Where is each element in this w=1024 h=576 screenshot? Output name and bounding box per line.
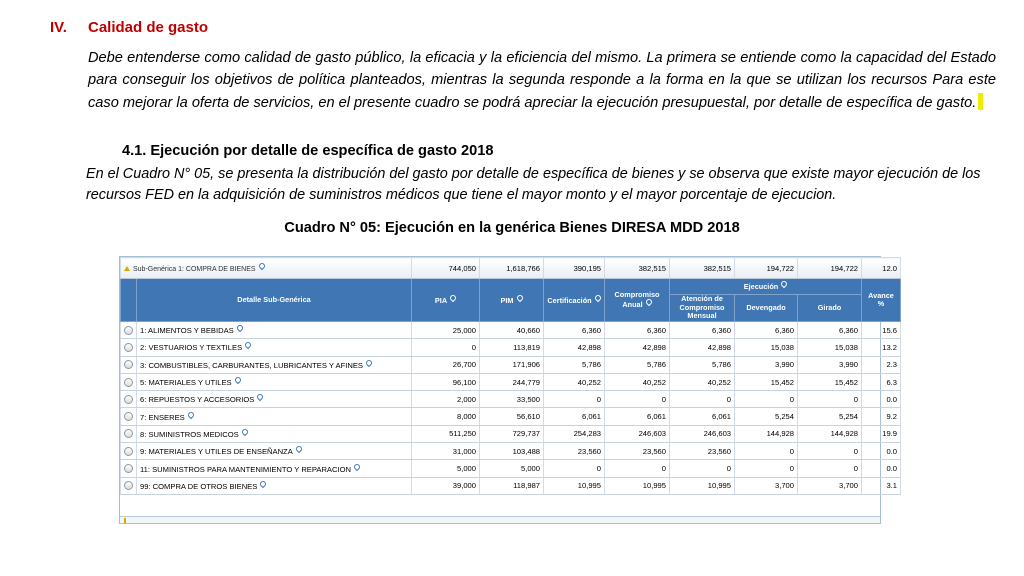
- row-cert: 254,283: [544, 425, 605, 442]
- row-pim: 171,906: [480, 356, 544, 373]
- header-certificacion-label: Certificación: [547, 295, 592, 305]
- header-ejecucion[interactable]: [670, 279, 862, 295]
- radio-button[interactable]: [124, 429, 133, 438]
- row-av: 15.6: [862, 322, 901, 339]
- header-compromiso[interactable]: [605, 279, 670, 322]
- row-comp: 0: [605, 391, 670, 408]
- pin-icon[interactable]: [259, 480, 267, 488]
- row-aten: 40,252: [670, 373, 735, 390]
- row-dev: 15,038: [735, 339, 798, 356]
- pin-icon[interactable]: [257, 262, 265, 270]
- row-label-cell[interactable]: [137, 322, 412, 339]
- row-radio-cell[interactable]: [121, 477, 137, 494]
- radio-button[interactable]: [124, 360, 133, 369]
- section-paragraph-text: Debe entenderse como calidad de gasto público, la eficacia y la eficiencia del mismo. La primera se entiende como la capacidad del Estado para conseguir los objetivos de política planteados, mientras la segunda responde a la forma en la que se utilizan los recursos Para este caso mejorar la oferta de servicios, en el presente cuadro se podrá apreciar la ejecución presupuestal, por detalle de específica de gasto.: [88, 50, 996, 111]
- table-row[interactable]: [121, 339, 901, 356]
- row-label-cell[interactable]: [137, 425, 412, 442]
- pin-icon[interactable]: [256, 393, 264, 401]
- row-pim: 33,500: [480, 391, 544, 408]
- row-av: 0.0: [862, 443, 901, 460]
- radio-button[interactable]: [124, 395, 133, 404]
- row-comp: 6,061: [605, 408, 670, 425]
- pin-icon[interactable]: [365, 358, 373, 366]
- header-devengado[interactable]: [735, 295, 798, 322]
- pin-icon[interactable]: [244, 341, 252, 349]
- section-paragraph: [88, 47, 996, 114]
- summary-atencion: 382,515: [670, 258, 735, 279]
- row-comp: 5,786: [605, 356, 670, 373]
- row-av: 19.9: [862, 425, 901, 442]
- row-gir: 0: [798, 391, 862, 408]
- radio-button[interactable]: [124, 378, 133, 387]
- row-pia: 31,000: [412, 443, 480, 460]
- row-radio-cell[interactable]: [121, 322, 137, 339]
- row-dev: 3,700: [735, 477, 798, 494]
- pin-icon[interactable]: [449, 294, 457, 302]
- row-comp: 0: [605, 460, 670, 477]
- subsection-paragraph: En el Cuadro N° 05, se presenta la distribución del gasto por detalle de específica de bienes y se observa que existe mayor ejecución de los recursos FED en la adquisición de suministros médicos que tiene el mayor monto y el mayor porcentaje de ejecucion.: [86, 166, 981, 203]
- pin-icon[interactable]: [187, 410, 195, 418]
- pin-icon[interactable]: [295, 445, 303, 453]
- collapse-caret-icon[interactable]: [124, 266, 130, 271]
- table-body: [121, 322, 901, 495]
- row-comp: 10,995: [605, 477, 670, 494]
- row-label: 2: VESTUARIOS Y TEXTILES: [140, 343, 243, 353]
- row-label: 3: COMBUSTIBLES, CARBURANTES, LUBRICANTES Y AFINES: [140, 360, 363, 370]
- row-dev: 6,360: [735, 322, 798, 339]
- header-girado[interactable]: [798, 295, 862, 322]
- row-pia: 5,000: [412, 460, 480, 477]
- resize-marker-icon: [124, 518, 126, 523]
- header-girado-label: Girado: [817, 302, 842, 312]
- row-gir: 0: [798, 443, 862, 460]
- radio-button[interactable]: [124, 343, 133, 352]
- row-aten: 0: [670, 391, 735, 408]
- header-pia-label: PIA: [434, 295, 448, 305]
- row-gir: 5,254: [798, 408, 862, 425]
- row-label-cell[interactable]: [137, 443, 412, 460]
- row-label: 1: ALIMENTOS Y BEBIDAS: [140, 326, 234, 336]
- summary-pim: 1,618,766: [480, 258, 544, 279]
- row-label: 8: SUMINISTROS MEDICOS: [140, 429, 239, 439]
- row-cert: 0: [544, 391, 605, 408]
- row-av: 9.2: [862, 408, 901, 425]
- pin-icon[interactable]: [593, 294, 601, 302]
- summary-label: Sub-Genérica 1: COMPRA DE BIENES: [133, 266, 256, 273]
- header-avance[interactable]: [862, 279, 901, 322]
- row-pim: 103,488: [480, 443, 544, 460]
- header-pim-label: PIM: [500, 295, 514, 305]
- row-gir: 6,360: [798, 322, 862, 339]
- table-bottom-bar: [120, 516, 880, 523]
- row-comp: 23,560: [605, 443, 670, 460]
- row-pim: 56,610: [480, 408, 544, 425]
- header-detalle[interactable]: [137, 279, 412, 322]
- radio-button[interactable]: [124, 326, 133, 335]
- row-cert: 0: [544, 460, 605, 477]
- header-row-1: [121, 279, 901, 295]
- table-row[interactable]: [121, 477, 901, 494]
- row-radio-cell[interactable]: [121, 339, 137, 356]
- header-pia[interactable]: [412, 279, 480, 322]
- radio-button[interactable]: [124, 412, 133, 421]
- row-pia: 96,100: [412, 373, 480, 390]
- header-certificacion[interactable]: [544, 279, 605, 322]
- row-radio-cell[interactable]: [121, 391, 137, 408]
- pin-icon[interactable]: [644, 298, 652, 306]
- row-dev: 0: [735, 460, 798, 477]
- pin-icon[interactable]: [780, 280, 788, 288]
- header-pim[interactable]: [480, 279, 544, 322]
- pin-icon[interactable]: [515, 294, 523, 302]
- row-pia: 511,250: [412, 425, 480, 442]
- row-dev: 144,928: [735, 425, 798, 442]
- row-av: 0.0: [862, 391, 901, 408]
- row-radio-cell[interactable]: [121, 408, 137, 425]
- row-label-cell[interactable]: [137, 408, 412, 425]
- row-radio-cell[interactable]: [121, 373, 137, 390]
- row-pia: 2,000: [412, 391, 480, 408]
- row-aten: 0: [670, 460, 735, 477]
- row-dev: 15,452: [735, 373, 798, 390]
- table-row[interactable]: [121, 460, 901, 477]
- budget-table: [120, 257, 901, 495]
- row-av: 3.1: [862, 477, 901, 494]
- summary-label-cell[interactable]: [121, 258, 412, 279]
- radio-button[interactable]: [124, 447, 133, 456]
- row-label: 5: MATERIALES Y UTILES: [140, 378, 232, 388]
- table-row[interactable]: [121, 408, 901, 425]
- row-comp: 40,252: [605, 373, 670, 390]
- row-radio-cell[interactable]: [121, 443, 137, 460]
- summary-compromiso: 382,515: [605, 258, 670, 279]
- row-av: 6.3: [862, 373, 901, 390]
- radio-button[interactable]: [124, 464, 133, 473]
- row-gir: 15,038: [798, 339, 862, 356]
- summary-devengado: 194,722: [735, 258, 798, 279]
- row-gir: 3,990: [798, 356, 862, 373]
- row-label: 7: ENSERES: [140, 412, 185, 422]
- row-pim: 40,660: [480, 322, 544, 339]
- summary-pia: 744,050: [412, 258, 480, 279]
- row-pim: 244,779: [480, 373, 544, 390]
- row-cert: 40,252: [544, 373, 605, 390]
- budget-table-screenshot: [119, 256, 898, 524]
- row-cert: 6,061: [544, 408, 605, 425]
- row-cert: 6,360: [544, 322, 605, 339]
- row-pia: 26,700: [412, 356, 480, 373]
- table-row[interactable]: [121, 443, 901, 460]
- table-row[interactable]: [121, 322, 901, 339]
- row-label: 99: COMPRA DE OTROS BIENES: [140, 481, 258, 491]
- row-pia: 25,000: [412, 322, 480, 339]
- row-radio-cell[interactable]: [121, 460, 137, 477]
- radio-button[interactable]: [124, 481, 133, 490]
- row-pia: 39,000: [412, 477, 480, 494]
- header-detalle-label: Detalle Sub-Genérica: [237, 294, 311, 304]
- row-gir: 15,452: [798, 373, 862, 390]
- row-label-cell[interactable]: [137, 477, 412, 494]
- table-row[interactable]: [121, 373, 901, 390]
- row-label-cell[interactable]: [137, 339, 412, 356]
- row-pia: 8,000: [412, 408, 480, 425]
- row-av: 2.3: [862, 356, 901, 373]
- table-row[interactable]: [121, 391, 901, 408]
- row-aten: 6,061: [670, 408, 735, 425]
- row-cert: 10,995: [544, 477, 605, 494]
- row-label-cell[interactable]: [137, 460, 412, 477]
- row-comp: 42,898: [605, 339, 670, 356]
- summary-avance: 12.0: [862, 258, 901, 279]
- table-caption: Cuadro N° 05: Ejecución en la genérica Bienes DIRESA MDD 2018: [284, 220, 740, 236]
- row-dev: 5,254: [735, 408, 798, 425]
- row-comp: 246,603: [605, 425, 670, 442]
- pin-icon[interactable]: [240, 428, 248, 436]
- header-ejecucion-label: Ejecución: [743, 282, 779, 292]
- table-row[interactable]: [121, 356, 901, 373]
- pin-icon[interactable]: [353, 462, 361, 470]
- summary-certificacion: 390,195: [544, 258, 605, 279]
- table-row[interactable]: [121, 425, 901, 442]
- row-pia: 0: [412, 339, 480, 356]
- section-number: IV.: [50, 19, 67, 36]
- row-av: 0.0: [862, 460, 901, 477]
- row-cert: 5,786: [544, 356, 605, 373]
- row-aten: 6,360: [670, 322, 735, 339]
- header-atencion[interactable]: [670, 295, 735, 322]
- row-label: 6: REPUESTOS Y ACCESORIOS: [140, 395, 255, 405]
- row-label: 11: SUMINISTROS PARA MANTENIMIENTO Y REPARACION: [140, 464, 351, 474]
- row-dev: 3,990: [735, 356, 798, 373]
- row-gir: 3,700: [798, 477, 862, 494]
- header-radio-col: [121, 279, 137, 322]
- row-label-cell[interactable]: [137, 391, 412, 408]
- row-comp: 6,360: [605, 322, 670, 339]
- row-label-cell[interactable]: [137, 356, 412, 373]
- row-aten: 23,560: [670, 443, 735, 460]
- row-cert: 23,560: [544, 443, 605, 460]
- summary-girado: 194,722: [798, 258, 862, 279]
- row-label-cell[interactable]: [137, 373, 412, 390]
- header-compromiso-label: Compromiso Anual: [614, 289, 660, 309]
- row-dev: 0: [735, 443, 798, 460]
- row-radio-cell[interactable]: [121, 425, 137, 442]
- row-gir: 144,928: [798, 425, 862, 442]
- pin-icon[interactable]: [233, 376, 241, 384]
- summary-row: [121, 258, 901, 279]
- row-radio-cell[interactable]: [121, 356, 137, 373]
- row-pim: 113,819: [480, 339, 544, 356]
- row-cert: 42,898: [544, 339, 605, 356]
- row-aten: 5,786: [670, 356, 735, 373]
- row-gir: 0: [798, 460, 862, 477]
- row-label: 9: MATERIALES Y UTILES DE ENSEÑANZA: [140, 447, 293, 457]
- text-cursor-highlight: [978, 93, 983, 110]
- subsection-title: 4.1. Ejecución por detalle de específica de gasto 2018: [122, 143, 494, 159]
- row-av: 13.2: [862, 339, 901, 356]
- header-devengado-label: Devengado: [746, 302, 786, 312]
- row-pim: 5,000: [480, 460, 544, 477]
- row-aten: 10,995: [670, 477, 735, 494]
- section-title: Calidad de gasto: [88, 19, 209, 36]
- row-dev: 0: [735, 391, 798, 408]
- pin-icon[interactable]: [235, 324, 243, 332]
- header-avance-label: Avance %: [868, 290, 894, 308]
- row-aten: 42,898: [670, 339, 735, 356]
- header-atencion-label: Atención de Compromiso Mensual: [679, 294, 725, 321]
- row-pim: 729,737: [480, 425, 544, 442]
- row-aten: 246,603: [670, 425, 735, 442]
- row-pim: 118,987: [480, 477, 544, 494]
